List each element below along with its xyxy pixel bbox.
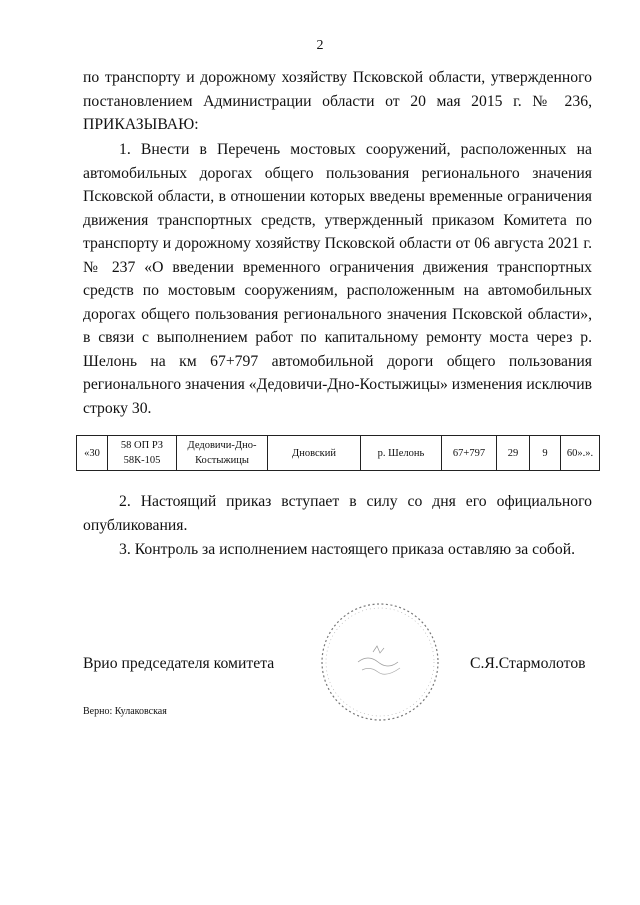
cell-col8: 9 — [530, 436, 561, 471]
item-1-text: 1. Внести в Перечень мостовых сооружений, расположенных на автомобильных дорогах общего пользования регионального значения Псковской области, в отношении которых введены временные ограничения движения транспортных средств, утвержденный приказом Комитета по транспорту и дорожному хозяйству Псковской области от 06 августа 2021 г. № 237 «О введении временного ограничения движения транспортных средств по мостовым сооружениям, расположенным на автомобильных дорогах общего пользования регионального значения Псковской области», в связи с выполнением работ по капитальному ремонту моста через р. Шелонь на км 67+797 автомобильной дороги общего пользования регионального значения «Дедовичи-Дно-Костыжицы» изменения исключив строку 30. — [83, 141, 592, 417]
cell-road-name — [177, 436, 268, 471]
table-row — [77, 436, 600, 471]
road-id-line-2: 58К-105 — [123, 455, 161, 466]
item-2-text: 2. Настоящий приказ вступает в силу со дня его официального опубликования. — [83, 493, 592, 534]
intro-paragraph — [83, 66, 592, 137]
cell-road-id — [108, 436, 177, 471]
excluded-row-table — [76, 435, 600, 471]
verified-by: Верно: Кулаковская — [83, 706, 167, 717]
cell-col7: 29 — [497, 436, 530, 471]
page-number: 2 — [316, 38, 324, 53]
road-id-line-1: 58 ОП РЗ — [120, 440, 164, 451]
road-name-line-1: Дедовичи-Дно- — [187, 440, 257, 451]
item-3-paragraph — [83, 538, 592, 562]
intro-text: по транспорту и дорожному хозяйству Псковской области, утвержденного постановлением Администрации области от 20 мая 2015 г. № 236, ПРИКАЗЫВАЮ: — [83, 69, 592, 133]
road-name-line-2: Костыжицы — [195, 455, 249, 466]
official-stamp — [318, 600, 443, 725]
cell-km: 67+797 — [442, 436, 497, 471]
item-3-text: 3. Контроль за исполнением настоящего приказа оставляю за собой. — [119, 541, 576, 558]
cell-district: Дновский — [268, 436, 361, 471]
cell-col9: 60».». — [561, 436, 600, 471]
item-2-paragraph — [83, 490, 592, 537]
signer-name: С.Я.Стармолотов — [470, 655, 586, 672]
item-1-paragraph — [83, 138, 592, 420]
cell-num: «30 — [77, 436, 108, 471]
signer-title: Врио председателя комитета — [83, 655, 275, 672]
cell-river: р. Шелонь — [361, 436, 442, 471]
